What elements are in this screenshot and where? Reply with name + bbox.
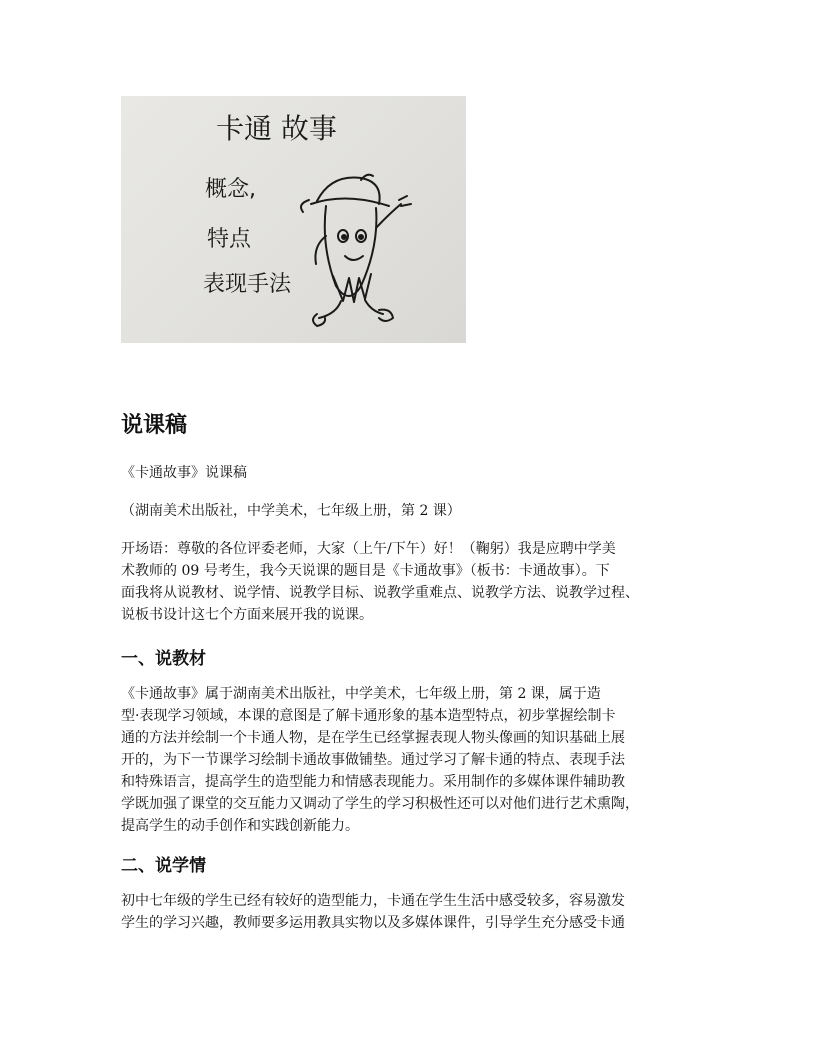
whiteboard-sketch-image — [121, 96, 466, 343]
section-heading-textbook: 一、说教材 — [121, 649, 206, 669]
intro-line: 说板书设计这七个方面来展开我的说课。 — [121, 607, 373, 623]
paragraph-line: 《卡通故事》属于湖南美术出版社，中学美术，七年级上册，第 2 课，属于造 — [121, 686, 601, 702]
sketch-title: 卡通 故事 — [216, 112, 337, 145]
paragraph-line: 型·表现学习领域，本课的意图是了解卡通形象的基本造型特点，初步掌握绘制卡 — [121, 708, 616, 724]
cartoon-sketch — [121, 96, 466, 343]
paragraph-line: 开的，为下一节课学习绘制卡通故事做铺垫。通过学习了解卡通的特点、表现手法 — [121, 752, 625, 768]
paragraph-line: 学生的学习兴趣，教师要多运用教具实物以及多媒体课件，引导学生充分感受卡通 — [121, 915, 625, 931]
cartoon-character-drawing — [301, 175, 411, 326]
paragraph-line: 提高学生的动手创作和实践创新能力。 — [121, 818, 359, 834]
intro-paragraph — [121, 538, 711, 626]
document-source: （湖南美术出版社，中学美术，七年级上册，第 2 课） — [121, 503, 461, 519]
document-subtitle: 《卡通故事》说课稿 — [121, 465, 247, 481]
section-heading-learners: 二、说学情 — [121, 856, 206, 876]
paragraph-line: 通的方法并绘制一个卡通人物，是在学生已经掌握表现人物头像画的知识基础上展 — [121, 730, 625, 746]
document-heading: 说课稿 — [121, 413, 188, 438]
paragraph-line: 初中七年级的学生已经有较好的造型能力，卡通在学生生活中感受较多，容易激发 — [121, 893, 625, 909]
intro-line: 开场语：尊敬的各位评委老师，大家（上午/下午）好！（鞠躬）我是应聘中学美 — [121, 541, 616, 557]
paragraph-line: 学既加强了课堂的交互能力又调动了学生的学习积极性还可以对他们进行艺术熏陶， — [121, 796, 639, 812]
paragraph-line: 和特殊语言，提高学生的造型能力和情感表现能力。采用制作的多媒体课件辅助教 — [121, 774, 625, 790]
sketch-item-features: 特点 — [207, 227, 252, 252]
textbook-paragraph — [121, 683, 711, 837]
learners-paragraph — [121, 890, 711, 934]
intro-line: 面我将从说教材、说学情、说教学目标、说教学重难点、说教学方法、说教学过程、 — [121, 585, 639, 601]
sketch-item-methods: 表现手法 — [203, 272, 292, 297]
intro-line: 术教师的 09 号考生，我今天说课的题目是《卡通故事》（板书：卡通故事）。下 — [121, 563, 610, 579]
sketch-item-concept: 概念, — [205, 177, 256, 202]
